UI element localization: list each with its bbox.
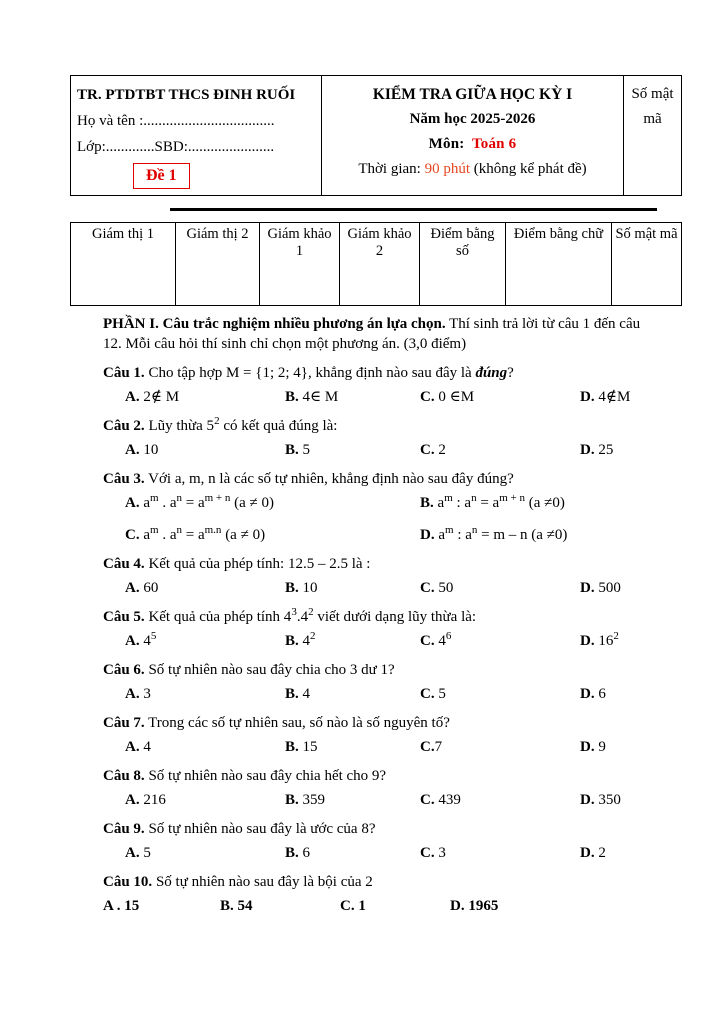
answer-option (285, 790, 420, 810)
answer-option (420, 493, 653, 513)
question-number: Câu 2. (103, 418, 145, 434)
answer-option (125, 843, 285, 863)
question-number: Câu 6. (103, 662, 145, 678)
answer-option-letter: C. (420, 686, 435, 702)
answer-option-value: 9 (594, 739, 606, 755)
question (103, 766, 653, 810)
grading-col-proctor-1: Giám thị 1 (91, 226, 155, 242)
answer-option-value: 216 (139, 792, 166, 808)
answer-option (420, 525, 653, 545)
answer-options (125, 493, 653, 545)
answer-option (125, 578, 285, 598)
question-emphasis: đúng (475, 365, 508, 381)
answer-option (580, 790, 653, 810)
question-text (103, 660, 653, 680)
question-text (103, 416, 653, 436)
answer-option-letter: A. (125, 792, 140, 808)
question-number: Câu 9. (103, 821, 145, 837)
secret-code-cell: Số mật mã (631, 86, 674, 127)
answer-option (285, 737, 420, 757)
time-line (328, 157, 617, 182)
answer-option-value: 500 (594, 580, 621, 596)
section-heading-title: PHẦN I. Câu trắc nghiệm nhiều phương án lựa chọn. (103, 316, 446, 332)
grading-col-score-words: Điểm bằng chữ (505, 223, 611, 305)
question (103, 872, 653, 916)
question-text (103, 766, 653, 786)
question-number: Câu 3. (103, 471, 145, 487)
answer-option (125, 525, 420, 545)
answer-option-value: 15 (298, 739, 318, 755)
question-number: Câu 5. (103, 609, 145, 625)
answer-option (580, 631, 653, 651)
question-body: Kết quả của phép tính: 12.5 – 2.5 là : (144, 556, 371, 572)
answer-option (580, 440, 653, 460)
school-info-cell (71, 76, 321, 195)
exam-title: KIỂM TRA GIỮA HỌC KỲ I (372, 86, 573, 103)
answer-option (420, 790, 580, 810)
question-number: Câu 1. (103, 365, 145, 381)
answer-option-value: 5 (434, 686, 446, 702)
answer-option-value: 2 (434, 442, 446, 458)
question-text (103, 713, 653, 733)
question (103, 554, 653, 598)
answer-options (103, 896, 653, 916)
question-body: Số tự nhiên nào sau đây chia hết cho 9? (144, 768, 387, 784)
question-number: Câu 7. (103, 715, 145, 731)
answer-option-value: 1 (354, 898, 366, 914)
exam-code-badge: Đề 1 (133, 163, 190, 189)
answer-option-value: 350 (594, 792, 621, 808)
answer-option (420, 631, 580, 651)
subject-value: Toán 6 (471, 136, 517, 152)
answer-options (125, 440, 653, 460)
answer-option-value: 3 (139, 686, 151, 702)
answer-options (125, 737, 653, 757)
grading-col-score-number: Điểm bằng số (419, 223, 505, 305)
answer-option (420, 387, 580, 407)
exam-body (103, 314, 653, 925)
question (103, 819, 653, 863)
answer-option-letter: B. (285, 792, 299, 808)
answer-option-letter: D. (580, 389, 595, 405)
answer-option-letter: A. (125, 580, 140, 596)
answer-options (125, 790, 653, 810)
answer-option-value: 1965 (464, 898, 499, 914)
answer-option-value: 4∈ M (298, 389, 339, 405)
student-name-line: Họ và tên :................................... (77, 113, 275, 129)
answer-option-value: $4^6$ (434, 630, 452, 649)
answer-option-letter: C. (420, 845, 435, 861)
subject-line (328, 132, 617, 157)
answer-option (220, 896, 340, 916)
answer-option-letter: D. (580, 633, 595, 649)
answer-options (125, 387, 653, 407)
time-suffix: (không kể phát đề) (473, 161, 587, 177)
answer-option-value: $a^m$ : $a^n = m - n$ (a ≠0) (434, 524, 568, 543)
question-text (103, 469, 653, 489)
answer-option-letter: B. (285, 580, 299, 596)
answer-option-value: $16^2$ (594, 630, 619, 649)
answer-option-value: 7 (434, 739, 443, 755)
answer-option-letter: C. (420, 792, 435, 808)
answer-option-value: $a^m$ . $a^n = a^{m + n}$ (a ≠ 0) (139, 492, 275, 511)
class-number-line: Lớp:.............SBD:....................... (77, 139, 275, 155)
section-heading-instructions: Thí sinh trả lời từ câu 1 đến câu 12. Mỗi câu hỏi thí sinh chỉ chọn một phương án. (3,0 điểm) (103, 316, 641, 352)
answer-option-letter: A. (125, 633, 140, 649)
grading-col-examiner-2: Giám khảo 2 (339, 223, 419, 305)
question (103, 607, 653, 651)
answer-option (125, 631, 285, 651)
answer-options (125, 684, 653, 704)
question-body: Số tự nhiên nào sau đây chia cho 3 dư 1? (144, 662, 395, 678)
answer-option-letter: A. (125, 442, 140, 458)
answer-option (580, 387, 653, 407)
answer-option-letter: D. (580, 739, 595, 755)
answer-options (125, 631, 653, 651)
answer-option-letter: A. (125, 686, 140, 702)
answer-option-value: 5 (139, 845, 151, 861)
question-body: Số tự nhiên nào sau đây là ước của 8? (144, 821, 376, 837)
answer-option-letter: A. (125, 495, 140, 511)
grading-col-secret-code: Số mật mã (611, 223, 681, 305)
header-divider-line (170, 208, 657, 211)
answer-option-letter: D. (580, 792, 595, 808)
grading-col-proctor-2: Giám thị 2 (175, 223, 259, 305)
answer-option-value: 439 (434, 792, 461, 808)
answer-option (285, 631, 420, 651)
answer-option (285, 684, 420, 704)
answer-option (285, 578, 420, 598)
answer-option (420, 684, 580, 704)
question-number: Câu 4. (103, 556, 145, 572)
question-number: Câu 8. (103, 768, 145, 784)
answer-option-letter: D. (580, 580, 595, 596)
question (103, 713, 653, 757)
time-prefix: Thời gian: (358, 161, 421, 177)
question-text (103, 363, 653, 383)
answer-option-letter: A. (125, 739, 140, 755)
answer-option-value: 54 (233, 898, 253, 914)
answer-option-value: 50 (434, 580, 454, 596)
question-body: Số tự nhiên nào sau đây là bội của 2 (152, 874, 373, 890)
answer-option-value: $a^m$ : $a^n = a^{m + n}$ (a ≠0) (433, 492, 565, 511)
question-text (103, 607, 653, 627)
answer-option (580, 684, 653, 704)
answer-option-value: $4^5$ (139, 630, 157, 649)
question-body: Với a, m, n là các số tự nhiên, khẳng định nào sau đây đúng? (144, 471, 514, 487)
question (103, 363, 653, 407)
question-body: Kết quả của phép tính $4^3.4^2$ viết dưới dạng lũy thừa là: (144, 606, 477, 625)
answer-option-value: 0 ∈M (434, 389, 475, 405)
answer-option (125, 440, 285, 460)
section-heading (103, 314, 653, 354)
answer-option-letter: C. (340, 898, 355, 914)
answer-option (285, 440, 420, 460)
answer-option (580, 578, 653, 598)
answer-option-value: $a^m$ . $a^n = a^{m.n}$ (a ≠ 0) (139, 524, 266, 543)
grading-col-examiner-1: Giám khảo 1 (259, 223, 339, 305)
answer-option-value: 25 (594, 442, 614, 458)
question-text (103, 554, 653, 574)
answer-option-letter: B. (285, 633, 299, 649)
answer-option (450, 896, 653, 916)
answer-option-value: 10 (298, 580, 318, 596)
answer-option-letter: B. (285, 739, 299, 755)
answer-option-letter: C. (420, 442, 435, 458)
answer-option (125, 737, 285, 757)
answer-option-letter: C. (420, 633, 435, 649)
answer-option-letter: A. (125, 389, 140, 405)
answer-option (580, 843, 653, 863)
answer-option-letter: C. (420, 580, 435, 596)
question-text (103, 819, 653, 839)
answer-option-letter: B. (220, 898, 234, 914)
time-value: 90 phút (424, 161, 471, 177)
answer-option (125, 684, 285, 704)
subject-label: Môn: (428, 136, 465, 152)
answer-option-value: 15 (120, 898, 140, 914)
exam-header-table (70, 75, 682, 196)
answer-option (103, 896, 220, 916)
answer-option-value: 2 (594, 845, 606, 861)
question-text (103, 872, 653, 892)
question (103, 416, 653, 460)
answer-options (125, 578, 653, 598)
question (103, 469, 653, 545)
answer-option-value: 5 (298, 442, 311, 458)
question-number: Câu 10. (103, 874, 153, 890)
school-name: TR. PTDTBT THCS ĐINH RUỐI (77, 87, 296, 103)
answer-option-letter: D. (580, 845, 595, 861)
answer-option-value: 4 (139, 739, 151, 755)
answer-option-letter: B. (285, 845, 299, 861)
answer-option-letter: C. (420, 739, 435, 755)
answer-option-letter: B. (420, 495, 434, 511)
answer-option-letter: C. (125, 527, 140, 543)
answer-option-value: 359 (298, 792, 326, 808)
question-tail: ? (507, 365, 514, 381)
answer-option (125, 790, 285, 810)
answer-option (420, 440, 580, 460)
question-body: Cho tập hợp M = {1; 2; 4}, khẳng định nào sau đây là (144, 365, 476, 381)
answer-option-value: 4∉M (594, 389, 631, 405)
grading-table (70, 222, 682, 306)
answer-option-letter: A . (103, 898, 121, 914)
answer-option-letter: D. (580, 686, 595, 702)
answer-option (285, 387, 420, 407)
answer-option (420, 843, 580, 863)
answer-option-value: 6 (594, 686, 606, 702)
answer-option (125, 387, 285, 407)
answer-option (420, 578, 580, 598)
answer-options (125, 843, 653, 863)
answer-option-letter: A. (125, 845, 140, 861)
answer-option-letter: B. (285, 389, 299, 405)
question-list (103, 363, 653, 916)
answer-option-value: 4 (298, 686, 311, 702)
answer-option (285, 843, 420, 863)
answer-option (580, 737, 653, 757)
answer-option-value: 6 (298, 845, 311, 861)
question (103, 660, 653, 704)
school-year: Năm học 2025-2026 (409, 111, 536, 127)
answer-option (420, 737, 580, 757)
answer-option-letter: B. (285, 686, 299, 702)
answer-option-value: 60 (139, 580, 159, 596)
answer-option-letter: D. (580, 442, 595, 458)
answer-option-letter: D. (420, 527, 435, 543)
question-body: Lũy thừa $5^2$ có kết quả đúng là: (144, 415, 338, 434)
answer-option-letter: B. (285, 442, 299, 458)
answer-option-value: 2∉ M (139, 389, 180, 405)
answer-option (125, 493, 420, 513)
answer-option-value: 10 (139, 442, 159, 458)
answer-option-value: $4^2$ (298, 630, 316, 649)
answer-option-letter: C. (420, 389, 435, 405)
question-body: Trong các số tự nhiên sau, số nào là số nguyên tố? (144, 715, 450, 731)
answer-option-value: 3 (434, 845, 446, 861)
answer-option-letter: D. (450, 898, 465, 914)
answer-option (340, 896, 450, 916)
exam-title-cell (321, 76, 624, 195)
